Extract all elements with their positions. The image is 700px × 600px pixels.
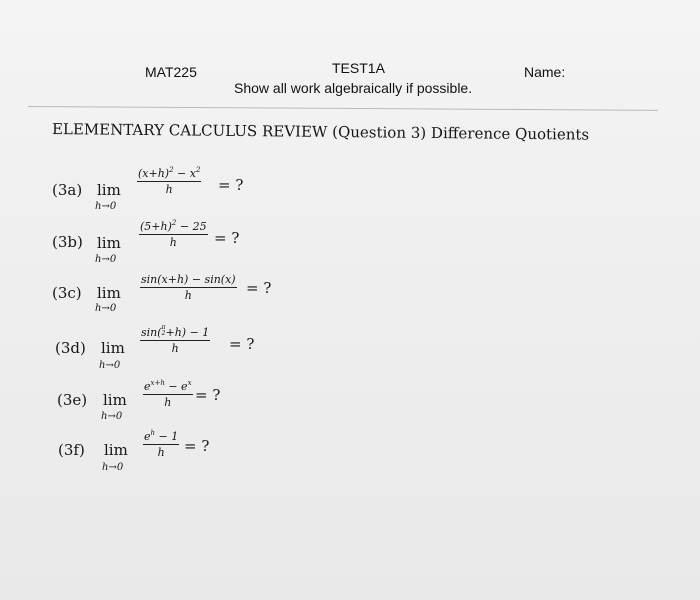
difference-quotient <box>139 220 208 249</box>
numerator: $(5+h)^2 - 25$ <box>140 219 207 233</box>
difference-quotient <box>140 273 237 302</box>
equals-question: = ? <box>195 386 221 404</box>
limit-subscript: h→0 <box>99 360 121 371</box>
limit-operator: lim <box>97 234 121 252</box>
limit-operator: lim <box>103 391 127 409</box>
problem-label: (3b) <box>52 233 83 251</box>
numerator: $(x+h)^2 - x^2$ <box>138 166 201 180</box>
pi-over-two: π 2 <box>161 324 166 337</box>
name-label: Name: <box>524 64 566 80</box>
denominator: h <box>184 289 192 302</box>
limit-subscript: h→0 <box>95 201 117 212</box>
denominator: h <box>157 446 165 459</box>
limit-operator: lim <box>104 441 128 459</box>
fraction-bar <box>143 394 193 395</box>
limit-subscript: h→0 <box>95 303 117 314</box>
numerator: sin( π 2 +h) − 1 <box>141 324 210 339</box>
course-code: MAT225 <box>145 64 197 80</box>
equals-question: = ? <box>214 229 240 247</box>
test-title: TEST1A <box>332 60 385 76</box>
numerator: $e^{x+h} - e^x$ <box>144 379 192 393</box>
denominator: h <box>169 236 177 249</box>
numerator: $e^h - 1$ <box>144 429 179 443</box>
problem-label: (3e) <box>57 391 88 409</box>
limit-operator: lim <box>101 339 125 357</box>
difference-quotient <box>137 167 201 196</box>
equals-question: = ? <box>218 176 244 194</box>
limit-subscript: h→0 <box>102 462 124 473</box>
fraction-bar <box>143 444 179 445</box>
header-divider <box>28 106 658 111</box>
problem-label: (3d) <box>55 339 86 357</box>
fraction-bar <box>139 234 208 235</box>
fraction-bar <box>140 340 210 341</box>
denominator: h <box>164 396 172 409</box>
difference-quotient <box>143 430 179 459</box>
equals-question: = ? <box>184 437 210 455</box>
numerator: sin(x+h) − sin(x) <box>141 273 236 286</box>
fraction-bar <box>137 181 201 182</box>
equals-question: = ? <box>246 279 272 297</box>
instructions: Show all work algebraically if possible. <box>234 80 473 96</box>
limit-operator: lim <box>97 284 121 302</box>
denominator: h <box>165 183 173 196</box>
equals-question: = ? <box>229 335 255 353</box>
limit-operator: lim <box>97 181 121 199</box>
problem-label: (3a) <box>52 181 83 199</box>
limit-subscript: h→0 <box>101 411 123 422</box>
problem-label: (3f) <box>58 441 85 459</box>
limit-subscript: h→0 <box>95 254 117 265</box>
section-title: ELEMENTARY CALCULUS REVIEW (Question 3) Difference Quotients <box>51 120 590 144</box>
problem-label: (3c) <box>52 284 82 302</box>
fraction-bar <box>140 287 237 288</box>
denominator: h <box>171 342 179 355</box>
difference-quotient <box>143 380 193 409</box>
difference-quotient <box>140 325 210 355</box>
